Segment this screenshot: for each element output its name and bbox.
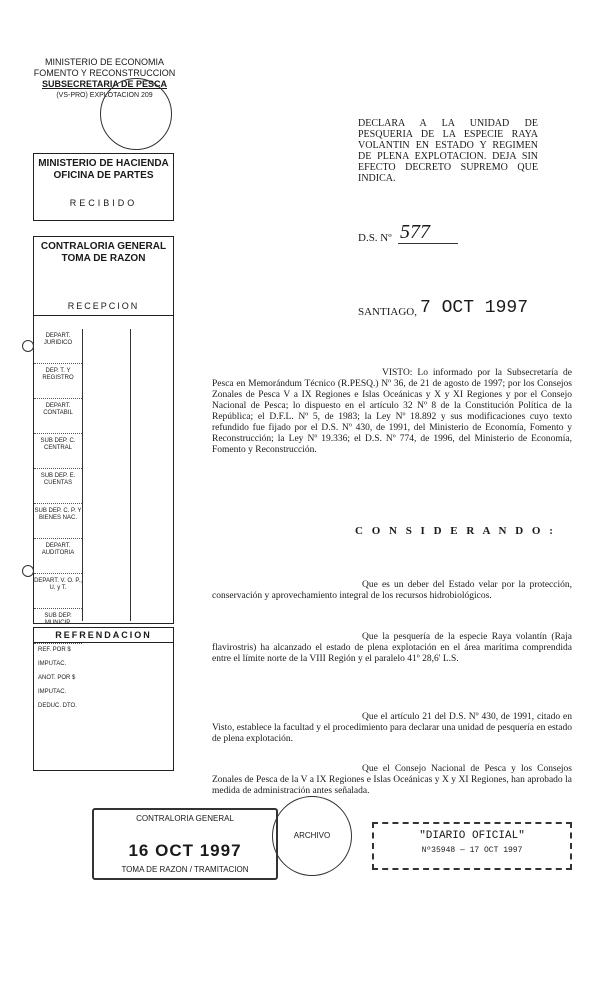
refrendacion-box bbox=[33, 627, 174, 771]
column-divider bbox=[130, 329, 131, 621]
considerando-paragraph: Que el artículo 21 del D.S. Nº 430, de 1991, citado en Visto, establece la facultad y el procedimiento para declarar una unidad de pesquería en estado de plena explotación. bbox=[212, 712, 572, 744]
header-line: SUBSECRETARIA DE PESCA bbox=[41, 79, 167, 89]
stamp-date: 16 OCT 1997 bbox=[128, 841, 242, 860]
decree-date: 7 OCT 1997 bbox=[420, 298, 529, 318]
decree-number: 577 bbox=[400, 221, 430, 243]
refrendacion-line: REF. POR $ bbox=[38, 647, 71, 653]
header-line: MINISTERIO DE ECONOMIA bbox=[44, 57, 164, 67]
visto-paragraph: VISTO: Lo informado por la Subsecretaría de Pesca en Memorándum Técnico (R.PESQ.) Nº 36, de 21 de agosto de 1997; por los Consejos Zonales de Pesca V a IX Regiones e Islas Oceánicas y X y XI Regiones y por el Consejo Nacional de Pesca; lo dispuesto en el artículo 32 Nº 8 de la Constitución Política de la República; el D.F.L. Nº 5, de 1983; la Ley Nº 18.892 y sus modificaciones cuyo texto refundido fue fijado por el D.S. Nº 430, de 1991, del Ministerio de Economía, Fomento y Reconstrucción; la Ley Nº 19.336; el D.S. Nº 774, de 1996, del Ministerio de Economía, Fomento y Reconstrucción. bbox=[212, 368, 572, 455]
routing-row: DEPART. CONTABIL bbox=[34, 399, 82, 434]
received-label: RECIBIDO bbox=[69, 198, 138, 208]
place-label: SANTIAGO, bbox=[358, 306, 417, 318]
diario-oficial-stamp bbox=[372, 822, 572, 870]
header-line: FOMENTO Y RECONSTRUCCION bbox=[33, 68, 176, 78]
stamp-text: TOMA DE RAZON / TRAMITACION bbox=[121, 865, 249, 874]
routing-row: SUB DEP. E. CUENTAS bbox=[34, 469, 82, 504]
refrendacion-line: IMPUTAC. bbox=[38, 689, 67, 695]
contraloria-line: TOMA DE RAZON bbox=[61, 253, 146, 264]
column-divider bbox=[82, 329, 83, 621]
hacienda-box bbox=[33, 153, 174, 221]
decree-number-line bbox=[398, 243, 458, 244]
stamp-text: Nº35948 — 17 OCT 1997 bbox=[421, 846, 523, 855]
considerando-paragraph: Que el Consejo Nacional de Pesca y los Consejos Zonales de Pesca de la V a IX Regiones e Islas Oceánicas y X y XI Regiones, han aprobado la medida de administración antes señalada. bbox=[212, 764, 572, 796]
refrendacion-line: ANOT. POR $ bbox=[38, 675, 76, 681]
contraloria-box bbox=[33, 236, 174, 624]
ministry-seal bbox=[100, 78, 172, 150]
hacienda-line: OFICINA DE PARTES bbox=[53, 170, 154, 181]
refrendacion-title: REFRENDACION bbox=[34, 628, 173, 643]
header-line: (VS-PRO) EXPLOTACION 209 bbox=[56, 92, 153, 99]
considerando-paragraph: Que la pesquería de la especie Raya volantín (Raja flavirostris) ha alcanzado el estado de plena explotación en el área marítima comprendida entre el límite norte de la VIII Región y el paralelo 41º 28,6' L.S. bbox=[212, 632, 572, 664]
refrendacion-lines bbox=[34, 643, 173, 713]
routing-row: SUB DEP. C. P. Y BIENES NAC. bbox=[34, 504, 82, 539]
routing-row: DEPART. V. O. P., U. y T. bbox=[34, 574, 82, 609]
considerando-heading: C O N S I D E R A N D O : bbox=[355, 525, 556, 537]
recepcion-label: RECEPCION bbox=[34, 301, 173, 316]
considerando-paragraph: Que es un deber del Estado velar por la protección, conservación y aprovechamiento integral de los recursos hidrobiológicos. bbox=[212, 580, 572, 601]
stamp-text: CONTRALORIA GENERAL bbox=[136, 814, 234, 823]
hacienda-line: MINISTERIO DE HACIENDA bbox=[38, 158, 169, 169]
binder-hole bbox=[22, 340, 34, 352]
routing-rows bbox=[34, 329, 173, 644]
refrendacion-line: DEDUC. DTO. bbox=[38, 703, 77, 709]
routing-row: DEPART. JURIDICO bbox=[34, 329, 82, 364]
round-stamp-text: ARCHIVO bbox=[293, 831, 331, 840]
decree-title: DECLARA A LA UNIDAD DE PESQUERIA DE LA ESPECIE RAYA VOLANTIN EN ESTADO Y REGIMEN DE PLENA EXPLOTACION. DEJA SIN EFECTO DECRETO SUPREMO QUE INDICA. bbox=[358, 118, 538, 184]
contraloria-line: CONTRALORIA GENERAL bbox=[40, 241, 167, 252]
routing-row: DEPART. AUDITORIA bbox=[34, 539, 82, 574]
routing-row: SUB DEP. MUNICIP. bbox=[34, 609, 82, 644]
round-stamp bbox=[272, 796, 352, 876]
routing-row: SUB DEP. C. CENTRAL bbox=[34, 434, 82, 469]
decree-label: D.S. Nº bbox=[358, 232, 392, 244]
stamp-text: "DIARIO OFICIAL" bbox=[419, 830, 525, 842]
reception-stamp bbox=[92, 808, 278, 880]
binder-hole bbox=[22, 565, 34, 577]
routing-row: DEP. T. Y REGISTRO bbox=[34, 364, 82, 399]
refrendacion-line: IMPUTAC. bbox=[38, 661, 67, 667]
